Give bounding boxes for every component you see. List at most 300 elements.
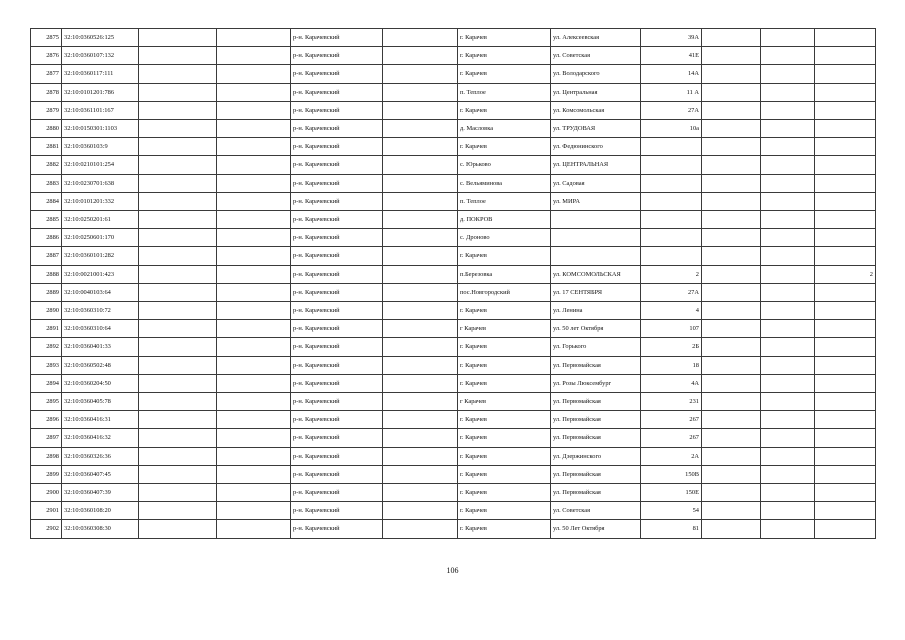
page-number: 106: [446, 566, 459, 575]
empty-cell: [702, 520, 761, 538]
locality-cell: г. Карачев: [458, 374, 551, 392]
district-cell: р-н. Карачевский: [291, 229, 383, 247]
street-cell: ул. Дзержинского: [551, 447, 641, 465]
locality-cell: д. ПОКРОВ: [458, 211, 551, 229]
street-cell: ул. Первомайская: [551, 356, 641, 374]
row-number-cell: 2890: [31, 302, 62, 320]
cadastral-number-cell: 32:10:0360107:132: [62, 47, 139, 65]
table-row: [31, 302, 876, 320]
empty-cell: [139, 192, 217, 210]
empty-cell: [702, 120, 761, 138]
district-cell: р-н. Карачевский: [291, 356, 383, 374]
empty-cell: [139, 356, 217, 374]
row-number-cell: 2881: [31, 138, 62, 156]
empty-cell: [761, 393, 815, 411]
locality-cell: г. Карачев: [458, 465, 551, 483]
locality-cell: д. Масловка: [458, 120, 551, 138]
district-cell: р-н. Карачевский: [291, 247, 383, 265]
empty-cell: [217, 411, 291, 429]
house-number-cell: 41Е: [641, 47, 702, 65]
cadastral-number-cell: 32:10:0210101:254: [62, 156, 139, 174]
empty-cell: [761, 447, 815, 465]
street-cell: ул. Розы Люксембург: [551, 374, 641, 392]
empty-cell: [139, 374, 217, 392]
locality-cell: г. Карачев: [458, 447, 551, 465]
cadastral-number-cell: 32:10:0021001:423: [62, 265, 139, 283]
empty-cell: [761, 65, 815, 83]
empty-cell: [139, 138, 217, 156]
cadastral-number-cell: 32:10:0250201:61: [62, 211, 139, 229]
empty-cell: [702, 338, 761, 356]
street-cell: ул. Советская: [551, 47, 641, 65]
locality-cell: п.Березовка: [458, 265, 551, 283]
empty-cell: [383, 447, 458, 465]
house-number-cell: 27А: [641, 101, 702, 119]
locality-cell: п. Теплое: [458, 83, 551, 101]
street-cell: ул. Садовая: [551, 174, 641, 192]
empty-cell: [139, 229, 217, 247]
empty-cell: [139, 247, 217, 265]
locality-cell: г Карачев: [458, 393, 551, 411]
empty-cell: [702, 484, 761, 502]
street-cell: ул. Комсомольская: [551, 101, 641, 119]
locality-cell: г. Карачев: [458, 138, 551, 156]
house-number-cell: 267: [641, 411, 702, 429]
table-row: [31, 411, 876, 429]
district-cell: р-н. Карачевский: [291, 520, 383, 538]
cadastral-number-cell: 32:10:0360117:111: [62, 65, 139, 83]
street-cell: ул. 17 СЕНТЯБРЯ: [551, 283, 641, 301]
table-row: [31, 374, 876, 392]
empty-cell: [217, 101, 291, 119]
row-number-cell: 2897: [31, 429, 62, 447]
empty-cell: [139, 283, 217, 301]
street-cell: ул. Первомайская: [551, 393, 641, 411]
cadastral-number-cell: 32:10:0360108:20: [62, 502, 139, 520]
empty-cell: [702, 211, 761, 229]
empty-cell: [702, 156, 761, 174]
street-cell: ул. Первомайская: [551, 429, 641, 447]
empty-cell: [702, 265, 761, 283]
house-number-cell: [641, 138, 702, 156]
row-number-cell: 2901: [31, 502, 62, 520]
table-row: [31, 447, 876, 465]
table-row: [31, 229, 876, 247]
empty-cell: [217, 156, 291, 174]
table-row: [31, 320, 876, 338]
district-cell: р-н. Карачевский: [291, 429, 383, 447]
extra-value-cell: [815, 174, 876, 192]
empty-cell: [217, 465, 291, 483]
empty-cell: [139, 29, 217, 47]
empty-cell: [139, 83, 217, 101]
empty-cell: [702, 429, 761, 447]
row-number-cell: 2896: [31, 411, 62, 429]
locality-cell: г. Карачев: [458, 101, 551, 119]
empty-cell: [383, 211, 458, 229]
row-number-cell: 2900: [31, 484, 62, 502]
table-row: [31, 211, 876, 229]
table-row: [31, 156, 876, 174]
table-row: [31, 265, 876, 283]
empty-cell: [761, 429, 815, 447]
table-row: [31, 283, 876, 301]
empty-cell: [383, 138, 458, 156]
table-row: [31, 192, 876, 210]
house-number-cell: 150Е: [641, 484, 702, 502]
empty-cell: [217, 265, 291, 283]
row-number-cell: 2884: [31, 192, 62, 210]
empty-cell: [383, 65, 458, 83]
extra-value-cell: [815, 47, 876, 65]
district-cell: р-н. Карачевский: [291, 484, 383, 502]
empty-cell: [139, 174, 217, 192]
row-number-cell: 2893: [31, 356, 62, 374]
row-number-cell: 2879: [31, 101, 62, 119]
empty-cell: [702, 138, 761, 156]
street-cell: ул. Первомайская: [551, 411, 641, 429]
row-number-cell: 2894: [31, 374, 62, 392]
district-cell: р-н. Карачевский: [291, 65, 383, 83]
empty-cell: [383, 174, 458, 192]
empty-cell: [383, 29, 458, 47]
empty-cell: [139, 320, 217, 338]
cadastral-number-cell: 32:10:0250601:170: [62, 229, 139, 247]
street-cell: ул. МИРА: [551, 192, 641, 210]
extra-value-cell: [815, 374, 876, 392]
empty-cell: [702, 283, 761, 301]
empty-cell: [383, 247, 458, 265]
row-number-cell: 2889: [31, 283, 62, 301]
cadastral-number-cell: 32:10:0360310:72: [62, 302, 139, 320]
empty-cell: [761, 211, 815, 229]
house-number-cell: 267: [641, 429, 702, 447]
empty-cell: [761, 138, 815, 156]
empty-cell: [139, 465, 217, 483]
table-row: [31, 338, 876, 356]
empty-cell: [702, 29, 761, 47]
empty-cell: [761, 502, 815, 520]
table-row: [31, 174, 876, 192]
locality-cell: с. Вельяминова: [458, 174, 551, 192]
empty-cell: [702, 229, 761, 247]
empty-cell: [383, 338, 458, 356]
row-number-cell: 2877: [31, 65, 62, 83]
house-number-cell: 2А: [641, 447, 702, 465]
empty-cell: [702, 65, 761, 83]
row-number-cell: 2887: [31, 247, 62, 265]
street-cell: [551, 247, 641, 265]
house-number-cell: 2: [641, 265, 702, 283]
empty-cell: [383, 120, 458, 138]
empty-cell: [702, 174, 761, 192]
district-cell: р-н. Карачевский: [291, 101, 383, 119]
cadastral-number-cell: 32:10:0360416:32: [62, 429, 139, 447]
street-cell: ул. Алексеевская: [551, 29, 641, 47]
extra-value-cell: [815, 484, 876, 502]
cadastral-number-cell: 32:10:0360204:50: [62, 374, 139, 392]
district-cell: р-н. Карачевский: [291, 156, 383, 174]
cadastral-number-cell: 32:10:0360416:31: [62, 411, 139, 429]
empty-cell: [139, 65, 217, 83]
empty-cell: [383, 320, 458, 338]
empty-cell: [761, 320, 815, 338]
house-number-cell: 150В: [641, 465, 702, 483]
street-cell: [551, 211, 641, 229]
house-number-cell: 18: [641, 356, 702, 374]
table-row: [31, 393, 876, 411]
cadastral-number-cell: 32:10:0150301:1103: [62, 120, 139, 138]
empty-cell: [761, 229, 815, 247]
street-cell: ул. 50 Лет Октября: [551, 520, 641, 538]
empty-cell: [217, 302, 291, 320]
empty-cell: [383, 302, 458, 320]
row-number-cell: 2880: [31, 120, 62, 138]
locality-cell: с. Юрьково: [458, 156, 551, 174]
house-number-cell: [641, 247, 702, 265]
district-cell: р-н. Карачевский: [291, 29, 383, 47]
empty-cell: [761, 374, 815, 392]
table-row: [31, 83, 876, 101]
cadastral-number-cell: 32:10:0360310:64: [62, 320, 139, 338]
empty-cell: [761, 101, 815, 119]
empty-cell: [702, 192, 761, 210]
empty-cell: [217, 138, 291, 156]
extra-value-cell: [815, 502, 876, 520]
table-row: [31, 138, 876, 156]
empty-cell: [139, 120, 217, 138]
cadastral-number-cell: 32:10:0360526:125: [62, 29, 139, 47]
cadastral-number-cell: 32:10:0230701:638: [62, 174, 139, 192]
locality-cell: г. Карачев: [458, 502, 551, 520]
row-number-cell: 2885: [31, 211, 62, 229]
empty-cell: [383, 429, 458, 447]
locality-cell: г. Карачев: [458, 484, 551, 502]
extra-value-cell: [815, 247, 876, 265]
empty-cell: [761, 302, 815, 320]
empty-cell: [217, 192, 291, 210]
empty-cell: [702, 393, 761, 411]
row-number-cell: 2891: [31, 320, 62, 338]
empty-cell: [702, 320, 761, 338]
empty-cell: [761, 520, 815, 538]
empty-cell: [383, 229, 458, 247]
extra-value-cell: [815, 101, 876, 119]
empty-cell: [761, 265, 815, 283]
district-cell: р-н. Карачевский: [291, 265, 383, 283]
row-number-cell: 2876: [31, 47, 62, 65]
extra-value-cell: [815, 320, 876, 338]
table-row: [31, 502, 876, 520]
house-number-cell: 4: [641, 302, 702, 320]
empty-cell: [383, 283, 458, 301]
empty-cell: [761, 465, 815, 483]
street-cell: ул. Федюнинского: [551, 138, 641, 156]
extra-value-cell: [815, 211, 876, 229]
empty-cell: [217, 211, 291, 229]
empty-cell: [761, 47, 815, 65]
registry-table: [30, 28, 876, 539]
empty-cell: [217, 83, 291, 101]
empty-cell: [702, 411, 761, 429]
cadastral-number-cell: 32:10:0360407:45: [62, 465, 139, 483]
extra-value-cell: [815, 338, 876, 356]
empty-cell: [761, 156, 815, 174]
house-number-cell: 39А: [641, 29, 702, 47]
cadastral-number-cell: 32:10:0040103:64: [62, 283, 139, 301]
empty-cell: [761, 174, 815, 192]
empty-cell: [702, 47, 761, 65]
extra-value-cell: [815, 302, 876, 320]
empty-cell: [383, 265, 458, 283]
district-cell: р-н. Карачевский: [291, 192, 383, 210]
row-number-cell: 2898: [31, 447, 62, 465]
empty-cell: [761, 247, 815, 265]
district-cell: р-н. Карачевский: [291, 411, 383, 429]
empty-cell: [139, 211, 217, 229]
house-number-cell: [641, 211, 702, 229]
district-cell: р-н. Карачевский: [291, 83, 383, 101]
cadastral-number-cell: 32:10:0360405:78: [62, 393, 139, 411]
empty-cell: [702, 302, 761, 320]
empty-cell: [761, 83, 815, 101]
table-row: [31, 465, 876, 483]
empty-cell: [139, 502, 217, 520]
house-number-cell: 54: [641, 502, 702, 520]
street-cell: ул. Центральная: [551, 83, 641, 101]
empty-cell: [761, 192, 815, 210]
extra-value-cell: [815, 120, 876, 138]
extra-value-cell: [815, 29, 876, 47]
cadastral-number-cell: 32:10:0360308:30: [62, 520, 139, 538]
empty-cell: [702, 356, 761, 374]
empty-cell: [217, 484, 291, 502]
locality-cell: с. Дроново: [458, 229, 551, 247]
empty-cell: [383, 47, 458, 65]
district-cell: р-н. Карачевский: [291, 174, 383, 192]
cadastral-number-cell: 32:10:0360407:39: [62, 484, 139, 502]
street-cell: ул. Горького: [551, 338, 641, 356]
empty-cell: [702, 465, 761, 483]
empty-cell: [217, 65, 291, 83]
district-cell: р-н. Карачевский: [291, 465, 383, 483]
empty-cell: [383, 411, 458, 429]
empty-cell: [217, 429, 291, 447]
empty-cell: [702, 247, 761, 265]
empty-cell: [139, 411, 217, 429]
table-row: [31, 520, 876, 538]
extra-value-cell: [815, 229, 876, 247]
house-number-cell: 4А: [641, 374, 702, 392]
cadastral-number-cell: 32:10:0360326:36: [62, 447, 139, 465]
locality-cell: г. Карачев: [458, 411, 551, 429]
house-number-cell: 14А: [641, 65, 702, 83]
extra-value-cell: [815, 156, 876, 174]
locality-cell: г. Карачев: [458, 29, 551, 47]
empty-cell: [383, 374, 458, 392]
empty-cell: [217, 356, 291, 374]
empty-cell: [217, 29, 291, 47]
house-number-cell: [641, 174, 702, 192]
locality-cell: г Карачев: [458, 320, 551, 338]
house-number-cell: [641, 229, 702, 247]
district-cell: р-н. Карачевский: [291, 393, 383, 411]
extra-value-cell: [815, 465, 876, 483]
cadastral-number-cell: 32:10:0360401:33: [62, 338, 139, 356]
empty-cell: [383, 83, 458, 101]
table-row: [31, 65, 876, 83]
empty-cell: [702, 374, 761, 392]
district-cell: р-н. Карачевский: [291, 211, 383, 229]
empty-cell: [383, 465, 458, 483]
empty-cell: [761, 338, 815, 356]
cadastral-number-cell: 32:10:0361101:167: [62, 101, 139, 119]
district-cell: р-н. Карачевский: [291, 47, 383, 65]
extra-value-cell: [815, 138, 876, 156]
empty-cell: [383, 484, 458, 502]
house-number-cell: [641, 192, 702, 210]
empty-cell: [217, 447, 291, 465]
empty-cell: [217, 120, 291, 138]
empty-cell: [383, 502, 458, 520]
empty-cell: [217, 320, 291, 338]
empty-cell: [217, 174, 291, 192]
empty-cell: [702, 101, 761, 119]
locality-cell: г. Карачев: [458, 520, 551, 538]
locality-cell: п. Теплое: [458, 192, 551, 210]
empty-cell: [217, 47, 291, 65]
row-number-cell: 2888: [31, 265, 62, 283]
row-number-cell: 2878: [31, 83, 62, 101]
house-number-cell: 11 А: [641, 83, 702, 101]
empty-cell: [383, 156, 458, 174]
street-cell: ул. Первомайская: [551, 484, 641, 502]
empty-cell: [217, 247, 291, 265]
empty-cell: [217, 229, 291, 247]
empty-cell: [761, 120, 815, 138]
empty-cell: [761, 356, 815, 374]
empty-cell: [139, 47, 217, 65]
empty-cell: [761, 29, 815, 47]
table-row: [31, 356, 876, 374]
locality-cell: г. Карачев: [458, 338, 551, 356]
row-number-cell: 2883: [31, 174, 62, 192]
locality-cell: пос.Новгородский: [458, 283, 551, 301]
locality-cell: г. Карачев: [458, 356, 551, 374]
extra-value-cell: 2: [815, 265, 876, 283]
extra-value-cell: [815, 447, 876, 465]
street-cell: ул. Ленина: [551, 302, 641, 320]
locality-cell: г. Карачев: [458, 65, 551, 83]
row-number-cell: 2875: [31, 29, 62, 47]
empty-cell: [761, 484, 815, 502]
registry-table-body: [31, 29, 876, 539]
district-cell: р-н. Карачевский: [291, 374, 383, 392]
house-number-cell: 231: [641, 393, 702, 411]
street-cell: ул. ТРУДОВАЯ: [551, 120, 641, 138]
empty-cell: [139, 265, 217, 283]
empty-cell: [702, 447, 761, 465]
extra-value-cell: [815, 429, 876, 447]
table-row: [31, 247, 876, 265]
extra-value-cell: [815, 520, 876, 538]
street-cell: ул. Первомайская: [551, 465, 641, 483]
empty-cell: [761, 411, 815, 429]
cadastral-number-cell: 32:10:0360502:48: [62, 356, 139, 374]
street-cell: ул. ЦЕНТРАЛЬНАЯ: [551, 156, 641, 174]
locality-cell: г. Карачев: [458, 47, 551, 65]
empty-cell: [383, 520, 458, 538]
